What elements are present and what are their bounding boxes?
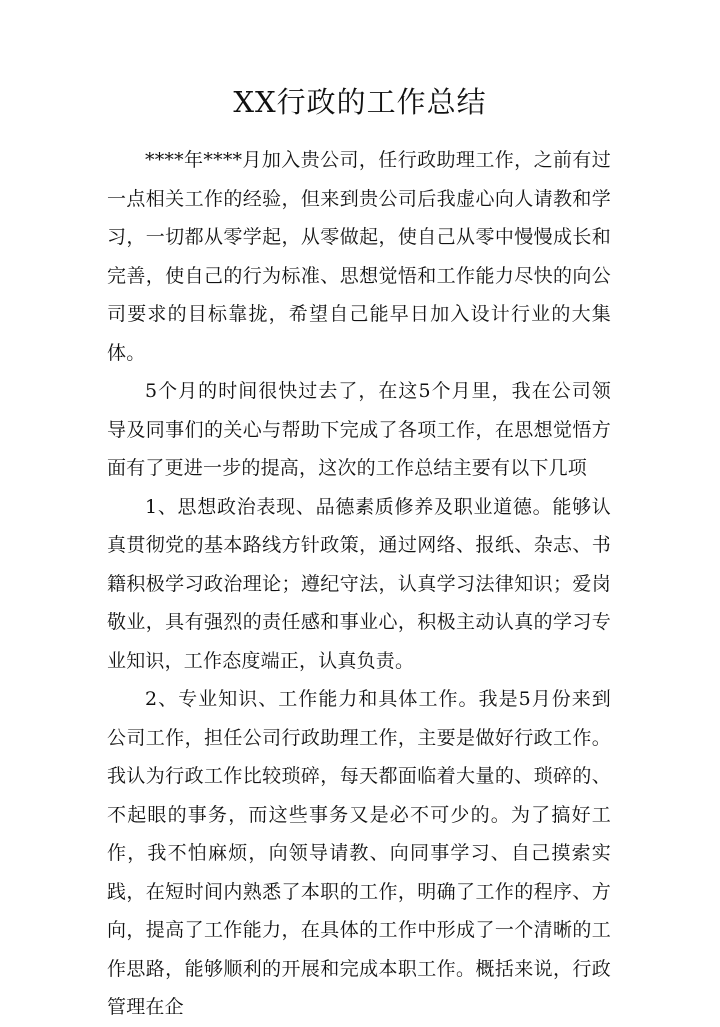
paragraph-item-2: 2、专业知识、工作能力和具体工作。我是5月份来到公司工作，担任公司行政助理工作，主要是做好行政工作。我认为行政工作比较琐碎，每天都面临着大量的、琐碎的、不起眼的事务，而这些事务又是必不可少的。为了搞好工作，我不怕麻烦，向领导请教、向同事学习、自己摸索实践，在短时间内熟悉了本职的工作，明确了工作的程序、方向，提高了工作能力，在具体的工作中形成了一个清晰的工作思路，能够顺利的开展和完成本职工作。概括来说，行政管理在企 [107,688,611,1018]
paragraph-item-1: 1、思想政治表现、品德素质修养及职业道德。能够认真贯彻党的基本路线方针政策，通过网络、报纸、杂志、书籍积极学习政治理论；遵纪守法，认真学习法律知识；爱岗敬业，具有强烈的责任感和事业心，积极主动认真的学习专业知识，工作态度端正，认真负责。 [107,495,611,672]
paragraph-overview: 5个月的时间很快过去了，在这5个月里，我在公司领导及同事们的关心与帮助下完成了各项工作，在思想觉悟方面有了更进一步的提高，这次的工作总结主要有以下几项 [107,380,611,479]
paragraph-intro: ****年****月加入贵公司，任行政助理工作，之前有过一点相关工作的经验，但来到贵公司后我虚心向人请教和学习，一切都从零学起，从零做起，使自己从零中慢慢成长和完善，使自己的行为标准、思想觉悟和工作能力尽快的向公司要求的目标靠拢，希望自己能早日加入设计行业的大集体。 [107,149,611,364]
document-body [107,141,611,1027]
document-title: XX行政的工作总结 [233,85,487,119]
